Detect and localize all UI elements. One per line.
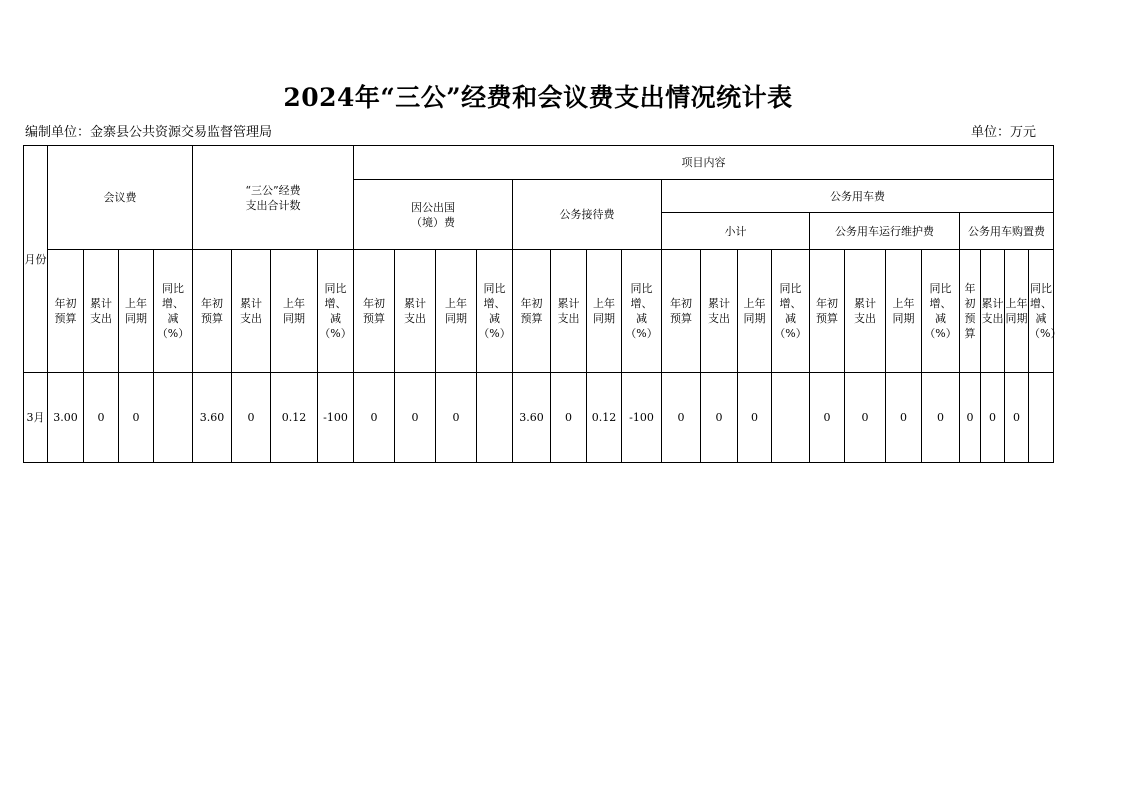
value-cell: 3.60 (513, 373, 551, 463)
spent-header: 累计 支出 (551, 250, 587, 373)
value-cell: 0.12 (271, 373, 318, 463)
last-year-header: 上年 同期 (119, 250, 154, 373)
spent-header: 累计 支出 (395, 250, 436, 373)
value-cell (772, 373, 810, 463)
value-cell: -100 (622, 373, 662, 463)
spent-header: 累计 支出 (701, 250, 738, 373)
value-cell: 0 (960, 373, 981, 463)
meeting-fee-header: 会议费 (48, 146, 193, 250)
last-year-header: 上年 同期 (271, 250, 318, 373)
yoy-header: 同比 增、 减 （%） (922, 250, 960, 373)
budget-header: 年初 预算 (810, 250, 845, 373)
value-cell: -100 (318, 373, 354, 463)
yoy-header: 同比 增、 减 （%） (772, 250, 810, 373)
yoy-header: 同比增、减（%） (1029, 250, 1054, 373)
last-year-header: 上年同期 (1005, 250, 1029, 373)
value-cell: 3.00 (48, 373, 84, 463)
spent-header: 累计 支出 (232, 250, 271, 373)
budget-header: 年初 预算 (354, 250, 395, 373)
value-cell: 0 (395, 373, 436, 463)
car-subtotal-header: 小计 (662, 213, 810, 250)
yoy-header: 同比 增、 减 （%） (154, 250, 193, 373)
car-purchase-header: 公务用车购置费 (960, 213, 1054, 250)
car-maintenance-header: 公务用车运行维护费 (810, 213, 960, 250)
budget-header: 年初 预算 (662, 250, 701, 373)
spent-header: 累计支出 (981, 250, 1005, 373)
reception-fee-header: 公务接待费 (513, 180, 662, 250)
value-cell: 0 (232, 373, 271, 463)
value-cell: 0 (354, 373, 395, 463)
value-cell: 3.60 (193, 373, 232, 463)
yoy-header: 同比 增、 减 （%） (318, 250, 354, 373)
spent-header: 累计 支出 (84, 250, 119, 373)
budget-header: 年初预算 (960, 250, 981, 373)
value-cell: 0 (436, 373, 477, 463)
value-cell: 0 (810, 373, 845, 463)
abroad-fee-header: 因公出国 （境）费 (354, 180, 513, 250)
value-cell: 0 (886, 373, 922, 463)
budget-header: 年初 预算 (193, 250, 232, 373)
month-header: 月份 (24, 146, 48, 373)
value-cell: 0 (551, 373, 587, 463)
sangong-total-header: “三公”经费 支出合计数 (193, 146, 354, 250)
statistics-table (23, 145, 1062, 463)
yoy-header: 同比 增、 减 （%） (622, 250, 662, 373)
value-cell: 0 (119, 373, 154, 463)
last-year-header: 上年 同期 (587, 250, 622, 373)
compiling-unit: 编制单位：金寨县公共资源交易监督管理局 (25, 125, 273, 140)
value-cell: 0.12 (587, 373, 622, 463)
last-year-header: 上年 同期 (886, 250, 922, 373)
project-content-header: 项目内容 (354, 146, 1054, 180)
value-cell: 0 (84, 373, 119, 463)
budget-header: 年初 预算 (513, 250, 551, 373)
month-cell: 3月 (24, 373, 48, 463)
value-cell (154, 373, 193, 463)
budget-header: 年初 预算 (48, 250, 84, 373)
spent-header: 累计 支出 (845, 250, 886, 373)
value-cell (477, 373, 513, 463)
value-cell: 0 (1005, 373, 1029, 463)
last-year-header: 上年 同期 (738, 250, 772, 373)
yoy-header: 同比 增、 减 （%） (477, 250, 513, 373)
currency-unit: 单位：万元 (971, 125, 1037, 140)
value-cell: 0 (922, 373, 960, 463)
table-row (24, 373, 1054, 463)
car-fee-header: 公务用车费 (662, 180, 1054, 213)
value-cell: 0 (981, 373, 1005, 463)
page-title: 2024年“三公”经费和会议费支出情况统计表 (283, 83, 793, 112)
last-year-header: 上年 同期 (436, 250, 477, 373)
value-cell: 0 (738, 373, 772, 463)
value-cell: 0 (701, 373, 738, 463)
value-cell: 0 (662, 373, 701, 463)
value-cell: 0 (845, 373, 886, 463)
value-cell (1029, 373, 1054, 463)
